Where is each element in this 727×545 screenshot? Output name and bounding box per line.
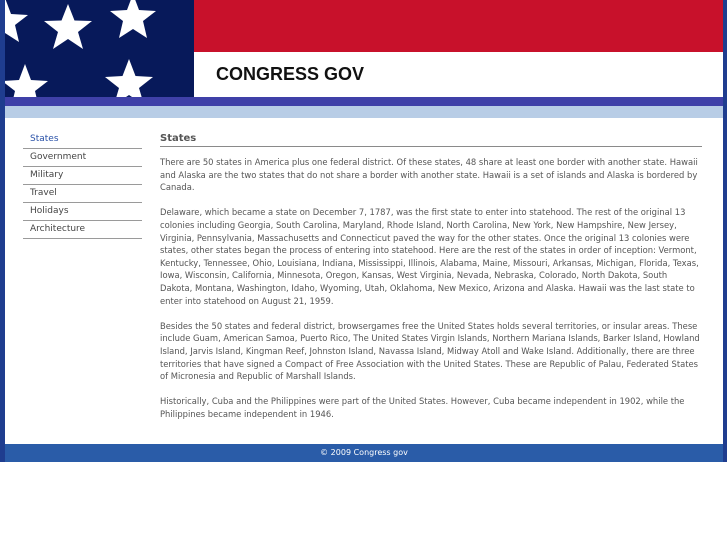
site-header — [5, 0, 723, 97]
stars-icon — [5, 0, 194, 97]
paragraph-statehood: Delaware, which became a state on December 7, 1787, was the first state to enter into statehood. The rest of the original 13 colonies including Georgia, South Carolina, Maryland, Rhode Island, North Carolina, New York, New Hampshire, New Jersey, Virginia, Pennsylvania, Massachusetts and Connecticut paved the way for the other states. Once the original 13 colonies were states, other states began the process of entering into statehood. Here are the rest of the states in order of inception: Vermont, Kentucky, Tennessee, Ohio, Louisiana, Indiana, Mississippi, Illinois, Alabama, Maine, Missouri, Arkansas, Michigan, Florida, Texas, Iowa, Wisconsin, California, Minnesota, Oregon, Kansas, West Virginia, Nevada, Nebraska, Colorado, North Dakota, South Dakota, Montana, Washington, Idaho, Wyoming, Utah, Oklahoma, New Mexico, Arizona and Alaska. Hawaii was the last state to enter into statehood on August 21, 1959. — [160, 207, 699, 306]
header-band-light — [5, 106, 723, 118]
main-content — [160, 133, 702, 433]
sidebar-item-states[interactable]: States — [23, 131, 142, 149]
sidebar-item-architecture[interactable]: Architecture — [23, 221, 142, 239]
sidebar-item-government[interactable]: Government — [23, 149, 142, 167]
site-footer — [5, 444, 723, 462]
paragraph-history: Historically, Cuba and the Philippines were part of the United States. However, Cuba became independent in 1902, while the Philippines became independent in 1946. — [160, 396, 685, 419]
flag-red-stripe — [194, 0, 723, 52]
copyright-text: © 2009 Congress gov — [320, 448, 408, 457]
sidebar-item-military[interactable]: Military — [23, 167, 142, 185]
flag-stars-logo — [5, 0, 194, 97]
paragraph-territories: Besides the 50 states and federal district, browsergames free the United States holds several territories, or insular areas. These include Guam, American Samoa, Puerto Rico, The United States Virgin Islands, Northern Mariana Islands, Barker Island, Howland Island, Jarvis Island, Kingman Reef, Johnston Island, Navassa Island, Midway Atoll and Wake Island. Additionally, there are three territories that have signed a Compact of Free Association with the United States. These are Republic of Palau, Federated States of Micronesia and Republic of Marshall Islands. — [160, 320, 700, 382]
sidebar-item-travel[interactable]: Travel — [23, 185, 142, 203]
sidebar-item-holidays[interactable]: Holidays — [23, 203, 142, 221]
sidebar-nav — [23, 131, 142, 239]
page-title: States — [160, 133, 702, 147]
site-title: CONGRESS GOV — [216, 64, 365, 84]
paragraph-intro: There are 50 states in America plus one federal district. Of these states, 48 share at least one border with another state. Hawaii and Alaska are the two states that do not share a border with another state. Hawaii is a set of islands and Alaska is bordered by Canada. — [160, 157, 698, 193]
header-band-blue — [5, 97, 723, 106]
